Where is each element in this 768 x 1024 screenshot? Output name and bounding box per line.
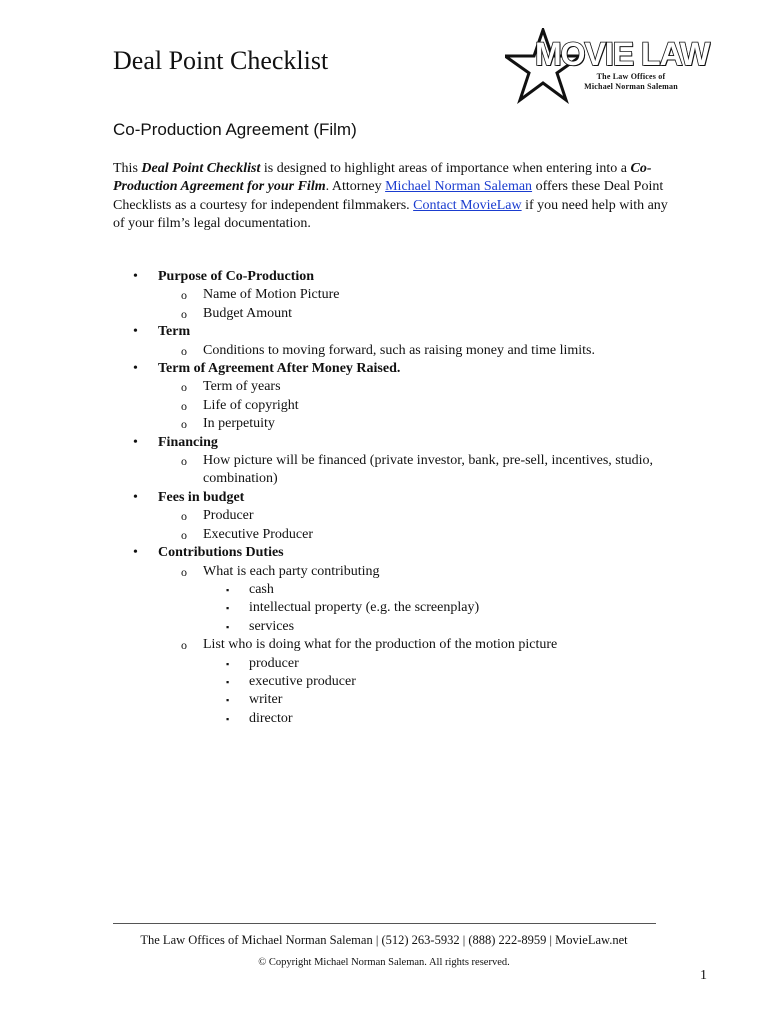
logo-subtitle: The Law Offices of bbox=[596, 72, 666, 81]
bullet-marker: ▪ bbox=[226, 676, 230, 687]
page-number: 1 bbox=[700, 968, 707, 983]
checklist-item-level-3 bbox=[113, 710, 673, 728]
intro-emphasis: Co-Production Agreement for your Film bbox=[113, 161, 652, 195]
checklist-item-level-3 bbox=[113, 581, 673, 599]
bullet-marker: o bbox=[181, 454, 187, 469]
bullet-marker: o bbox=[181, 380, 187, 395]
bullet-marker: • bbox=[133, 361, 138, 377]
intro-text: This bbox=[113, 161, 142, 176]
bullet-marker: • bbox=[133, 545, 138, 561]
checklist-item-level-3 bbox=[113, 691, 673, 709]
checklist-item-level-2 bbox=[113, 415, 673, 433]
checklist-item-text: Name of Motion Picture bbox=[203, 287, 340, 303]
footer-copyright: © Copyright Michael Norman Saleman. All rights reserved. bbox=[258, 957, 510, 968]
intro-text: offers these Deal Point Checklists as a courtesy for independent filmmakers. bbox=[113, 179, 664, 213]
checklist-item-text: Producer bbox=[203, 508, 254, 524]
bullet-marker: ▪ bbox=[226, 603, 230, 614]
checklist-item-level-2 bbox=[113, 397, 673, 415]
intro-text: . Attorney bbox=[325, 179, 386, 195]
checklist-item-text: Financing bbox=[158, 434, 218, 450]
checklist-item-text: services bbox=[249, 618, 295, 634]
checklist-item-text: Term bbox=[158, 324, 191, 340]
bullet-marker: • bbox=[133, 269, 138, 284]
bullet-marker: o bbox=[181, 306, 187, 321]
checklist-item-text: Term of Agreement After Money Raised. bbox=[158, 361, 401, 377]
checklist-item-level-3 bbox=[113, 599, 673, 617]
movie-law-logo bbox=[505, 28, 710, 104]
bullet-marker: • bbox=[133, 324, 138, 340]
bullet-marker: ▪ bbox=[226, 584, 230, 595]
bullet-marker: ▪ bbox=[226, 658, 230, 669]
document-title: Deal Point Checklist bbox=[113, 46, 329, 75]
checklist-item-text: What is each party contributing bbox=[203, 563, 380, 579]
checklist-item-level-2 bbox=[113, 507, 673, 525]
section-title: Co-Production Agreement (Film) bbox=[113, 120, 357, 139]
checklist-item-level-2 bbox=[113, 563, 673, 581]
checklist-item-text: intellectual property (e.g. the screenplay) bbox=[249, 600, 480, 616]
bullet-marker: o bbox=[181, 417, 187, 432]
bullet-marker: o bbox=[181, 564, 187, 579]
checklist-item-level-1 bbox=[113, 323, 673, 341]
bullet-marker: ▪ bbox=[226, 695, 230, 706]
checklist-item-text: director bbox=[249, 710, 293, 726]
checklist-item-text: cash bbox=[249, 581, 274, 597]
checklist-item-level-3 bbox=[113, 655, 673, 673]
checklist-item-level-2 bbox=[113, 452, 673, 489]
checklist-item-level-2 bbox=[113, 378, 673, 396]
checklist-item-text: Executive Producer bbox=[203, 526, 314, 542]
checklist-item-text: Budget Amount bbox=[203, 305, 293, 321]
checklist-item-text: How picture will be financed (private investor, bank, pre-sell, incentives, studio, combination) bbox=[203, 453, 654, 487]
checklist-item-text: Conditions to moving forward, such as raising money and time limits. bbox=[203, 342, 595, 358]
checklist-item-level-1 bbox=[113, 489, 673, 507]
checklist-item-level-1 bbox=[113, 434, 673, 452]
checklist-item-level-1 bbox=[113, 544, 673, 562]
intro-text: is designed to highlight areas of importance when entering into a bbox=[260, 161, 631, 176]
checklist-item-level-1 bbox=[113, 360, 673, 378]
checklist-item-text: Term of years bbox=[203, 379, 281, 395]
attorney-link[interactable]: Michael Norman Saleman bbox=[385, 179, 533, 195]
checklist-item-level-2 bbox=[113, 305, 673, 323]
checklist-item-text: producer bbox=[249, 655, 299, 671]
bullet-marker: ▪ bbox=[226, 713, 230, 724]
intro-paragraph bbox=[113, 160, 673, 234]
intro-text: if you need help with any of your film’s legal documentation. bbox=[113, 197, 668, 232]
logo-wordmark: MOVIE LAW bbox=[535, 36, 710, 72]
checklist-item-text: In perpetuity bbox=[203, 416, 275, 432]
checklist-item-level-1 bbox=[113, 268, 673, 286]
checklist-item-level-2 bbox=[113, 526, 673, 544]
checklist-item-level-2 bbox=[113, 342, 673, 360]
logo-subtitle-name: Michael Norman Saleman bbox=[584, 82, 678, 91]
checklist-item-text: executive producer bbox=[249, 673, 356, 689]
bullet-marker: o bbox=[181, 638, 187, 653]
checklist-item-text: List who is doing what for the production of the motion picture bbox=[203, 637, 558, 653]
checklist-item-level-3 bbox=[113, 618, 673, 636]
checklist-item-level-2 bbox=[113, 286, 673, 304]
checklist-item-text: Contributions Duties bbox=[158, 545, 284, 561]
checklist-item-level-3 bbox=[113, 673, 673, 691]
intro-emphasis: Deal Point Checklist bbox=[141, 161, 261, 176]
bullet-marker: o bbox=[181, 527, 187, 542]
bullet-marker: o bbox=[181, 288, 187, 303]
checklist-item-level-2 bbox=[113, 636, 673, 654]
contact-movielaw-link[interactable]: Contact MovieLaw bbox=[413, 197, 522, 213]
checklist-item-text: Life of copyright bbox=[203, 397, 299, 413]
bullet-marker: • bbox=[133, 489, 138, 505]
footer-divider bbox=[113, 923, 656, 924]
bullet-marker: ▪ bbox=[226, 621, 230, 632]
deal-point-checklist bbox=[113, 268, 673, 728]
checklist-item-text: Fees in budget bbox=[158, 489, 245, 505]
bullet-marker: o bbox=[181, 509, 187, 524]
bullet-marker: o bbox=[181, 343, 187, 358]
footer-contact-line: The Law Offices of Michael Norman Saleman | (512) 263-5932 | (888) 222-8959 | MovieLaw.net bbox=[140, 933, 628, 947]
bullet-marker: • bbox=[133, 434, 138, 450]
checklist-item-text: writer bbox=[249, 692, 283, 708]
bullet-marker: o bbox=[181, 398, 187, 413]
checklist-item-text: Purpose of Co-Production bbox=[158, 269, 315, 284]
